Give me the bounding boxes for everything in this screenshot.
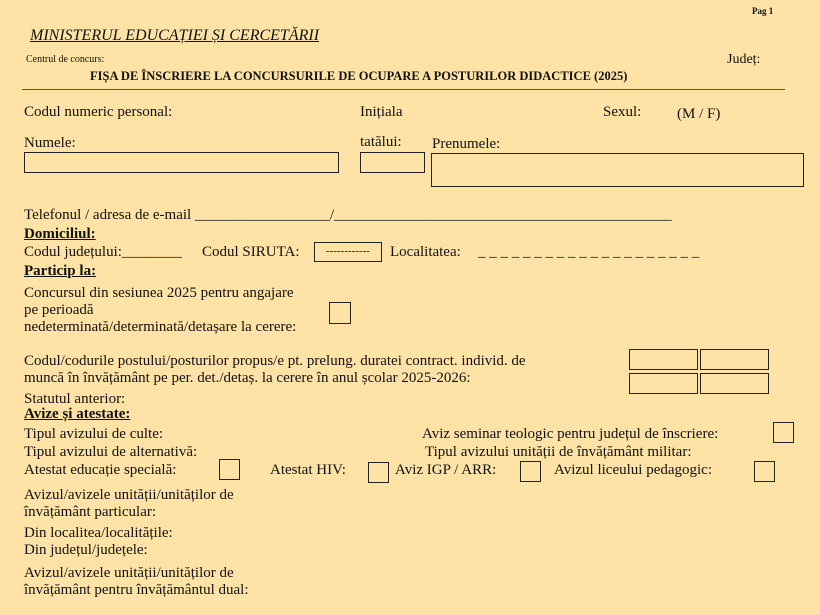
dual-label: Avizul/avizele unității/unităților de învățământ pentru învățământul dual: bbox=[24, 565, 249, 598]
atestat-special-checkbox[interactable] bbox=[219, 459, 240, 480]
post-code-input-4[interactable] bbox=[700, 373, 769, 394]
nume-label: Numele: bbox=[24, 135, 76, 151]
form-title: FIȘA DE ÎNSCRIERE LA CONCURSURILE DE OCUPARE A POSTURILOR DIDACTICE (2025) bbox=[90, 69, 628, 83]
localitate-label: Localitatea: bbox=[390, 244, 461, 260]
alternativa-label: Tipul avizului de alternativă: bbox=[24, 444, 198, 460]
atestat-hiv-label: Atestat HIV: bbox=[270, 462, 346, 478]
militar-label: Tipul avizului unității de învățământ militar: bbox=[425, 444, 692, 460]
concurs-text: Concursul din sesiunea 2025 pentru angajare pe perioadă nedeterminată/determinată/detașare la cerere: bbox=[24, 285, 297, 335]
cnp-label: Codul numeric personal: bbox=[24, 104, 173, 120]
concurs-checkbox[interactable] bbox=[329, 302, 351, 324]
county-label: Județ: bbox=[727, 52, 761, 67]
participare-heading: Particip la: bbox=[24, 263, 97, 279]
prelungire-line-2: muncă în învățământ pe per. det./detaș. la cerere în anul școlar 2025-2026: bbox=[24, 370, 471, 386]
post-code-input-3[interactable] bbox=[629, 373, 698, 394]
siruta-label: Codul SIRUTA: bbox=[202, 244, 300, 260]
initiala-input[interactable] bbox=[360, 152, 425, 173]
post-code-input-1[interactable] bbox=[629, 349, 698, 370]
culte-label: Tipul avizului de culte: bbox=[24, 426, 164, 442]
page-number: Pag 1 bbox=[752, 6, 774, 16]
statut-label: Statutul anterior: bbox=[24, 391, 126, 407]
judet-avize-label: Din județul/județele: bbox=[24, 542, 148, 558]
atestat-hiv-checkbox[interactable] bbox=[368, 462, 389, 483]
sex-options: (M / F) bbox=[677, 106, 721, 122]
tatalui-label: tatălui: bbox=[360, 134, 402, 150]
aviz-igp-checkbox[interactable] bbox=[520, 461, 541, 482]
aviz-igp-label: Aviz IGP / ARR: bbox=[395, 462, 497, 478]
localitate-avize-label: Din localitea/localitățile: bbox=[24, 525, 173, 541]
atestat-special-label: Atestat educație specială: bbox=[24, 462, 177, 478]
prenume-input[interactable] bbox=[431, 153, 804, 187]
county-code-field[interactable]: Codul județului:________ bbox=[24, 244, 182, 260]
siruta-input[interactable]: ------------ bbox=[314, 242, 382, 262]
seminar-label: Aviz seminar teologic pentru județul de înscriere: bbox=[422, 426, 719, 442]
contact-line[interactable]: Telefonul / adresa de e-mail __________________/_____________________________________________ bbox=[24, 207, 672, 223]
post-code-input-2[interactable] bbox=[700, 349, 769, 370]
avize-heading: Avize și atestate: bbox=[24, 406, 131, 422]
nume-input[interactable] bbox=[24, 152, 339, 173]
initiala-label: Inițiala bbox=[360, 104, 403, 120]
seminar-checkbox[interactable] bbox=[773, 422, 794, 443]
particular-label: Avizul/avizele unității/unităților de învățământ particular: bbox=[24, 487, 234, 520]
aviz-liceu-checkbox[interactable] bbox=[754, 461, 775, 482]
localitate-field[interactable]: _ _ _ _ _ _ _ _ _ _ _ _ _ _ _ _ _ _ _ _ bbox=[478, 244, 700, 260]
sex-label: Sexul: bbox=[603, 104, 642, 120]
prenume-label: Prenumele: bbox=[432, 136, 501, 152]
ministry-title: MINISTERUL EDUCAȚIEI ȘI CERCETĂRII bbox=[30, 27, 320, 44]
prelungire-line-1: Codul/codurile postului/posturilor propus/e pt. prelung. duratei contract. individ. de bbox=[24, 353, 526, 369]
header-divider bbox=[22, 89, 785, 90]
center-label: Centrul de concurs: bbox=[26, 54, 105, 65]
aviz-liceu-label: Avizul liceului pedagogic: bbox=[554, 462, 713, 478]
domiciliu-heading: Domiciliul: bbox=[24, 226, 96, 242]
